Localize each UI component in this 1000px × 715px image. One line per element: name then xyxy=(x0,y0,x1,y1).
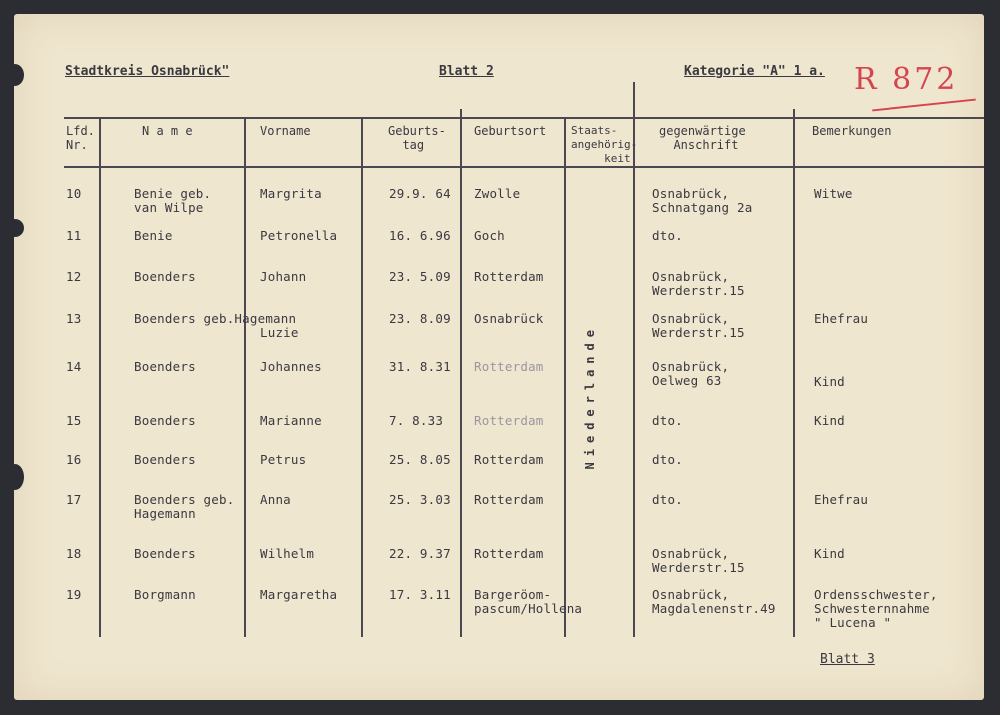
row-name: Boenders xyxy=(134,546,196,561)
table-header-rule xyxy=(64,166,984,168)
stamp-underline xyxy=(872,99,976,112)
punch-hole-top xyxy=(6,64,24,86)
row-geburtsort: Rotterdam xyxy=(474,546,544,561)
column-header-nr: Lfd. Nr. xyxy=(66,124,95,152)
row-geburtstag: 31. 8.31 xyxy=(389,359,451,374)
row-nr: 11 xyxy=(66,228,82,243)
row-geburtsort: Zwolle xyxy=(474,186,521,201)
handwritten-stamp: R 872 xyxy=(854,62,959,97)
row-geburtstag: 22. 9.37 xyxy=(389,546,451,561)
row-anschrift: Osnabrück, Magdalenenstr.49 xyxy=(652,587,776,616)
row-geburtstag: 23. 8.09 xyxy=(389,311,451,326)
row-geburtstag: 25. 8.05 xyxy=(389,452,451,467)
column-header-anschrift: gegenwärtige Anschrift xyxy=(659,124,746,152)
row-bemerkungen: Ordensschwester, Schwesternnahme " Lucena " xyxy=(814,587,938,630)
row-geburtsort: Rotterdam xyxy=(474,492,544,507)
row-vorname: Wilhelm xyxy=(260,546,315,561)
row-bemerkungen: Witwe xyxy=(814,186,853,201)
column-header-geburtstag: Geburts- tag xyxy=(388,124,446,152)
row-vorname: Johannes xyxy=(260,359,322,374)
row-geburtstag: 17. 3.11 xyxy=(389,587,451,602)
row-geburtsort: Rotterdam xyxy=(474,359,544,374)
row-bemerkungen: Ehefrau xyxy=(814,492,869,507)
next-sheet-label: Blatt 3 xyxy=(820,652,875,667)
category-label: Kategorie "A" 1 a. xyxy=(684,64,825,79)
row-nr: 19 xyxy=(66,587,82,602)
row-geburtsort: Rotterdam xyxy=(474,269,544,284)
column-header-geburtsort: Geburtsort xyxy=(474,124,547,138)
row-name: Boenders geb.Hagemann xyxy=(134,311,297,326)
row-geburtsort: Osnabrück xyxy=(474,311,544,326)
row-name: Boenders xyxy=(134,413,196,428)
row-name: Borgmann xyxy=(134,587,196,602)
row-name: Benie geb. van Wilpe xyxy=(134,186,212,215)
row-nr: 15 xyxy=(66,413,82,428)
nationality-vertical-text: Niederlande xyxy=(583,324,597,470)
row-name: Boenders geb. Hagemann xyxy=(134,492,235,521)
row-nr: 17 xyxy=(66,492,82,507)
row-nr: 10 xyxy=(66,186,82,201)
row-name: Boenders xyxy=(134,359,196,374)
row-vorname: Johann xyxy=(260,269,307,284)
district-heading: Stadtkreis Osnabrück" xyxy=(65,64,230,79)
row-name: Benie xyxy=(134,228,173,243)
row-bemerkungen: Ehefrau xyxy=(814,311,869,326)
row-nr: 14 xyxy=(66,359,82,374)
row-geburtstag: 23. 5.09 xyxy=(389,269,451,284)
row-name: Boenders xyxy=(134,452,196,467)
row-anschrift: Osnabrück, Werderstr.15 xyxy=(652,269,745,298)
row-vorname: Margrita xyxy=(260,186,322,201)
row-anschrift: dto. xyxy=(652,452,683,467)
row-geburtsort: Bargeröom- pascum/Hollena xyxy=(474,587,583,616)
column-divider xyxy=(564,117,566,637)
row-geburtstag: 16. 6.96 xyxy=(389,228,451,243)
column-divider xyxy=(460,109,462,637)
row-geburtsort: Rotterdam xyxy=(474,452,544,467)
row-nr: 12 xyxy=(66,269,82,284)
row-anschrift: dto. xyxy=(652,492,683,507)
row-vorname: Margaretha xyxy=(260,587,338,602)
row-nr: 13 xyxy=(66,311,82,326)
table-top-rule xyxy=(64,117,984,119)
row-geburtsort: Goch xyxy=(474,228,505,243)
document-sheet xyxy=(14,14,984,700)
column-divider xyxy=(361,117,363,637)
punch-hole-bottom xyxy=(6,464,24,490)
row-geburtstag: 29.9. 64 xyxy=(389,186,451,201)
column-header-bemerkungen: Bemerkungen xyxy=(812,124,892,138)
row-bemerkungen: Kind xyxy=(814,546,845,561)
column-header-name: N a m e xyxy=(142,124,193,138)
row-nr: 16 xyxy=(66,452,82,467)
row-geburtstag: 25. 3.03 xyxy=(389,492,451,507)
row-anschrift: Osnabrück, Schnatgang 2a xyxy=(652,186,753,215)
column-divider xyxy=(99,117,101,637)
row-anschrift: Osnabrück, Werderstr.15 xyxy=(652,311,745,340)
row-vorname: Anna xyxy=(260,492,291,507)
row-anschrift: Osnabrück, Werderstr.15 xyxy=(652,546,745,575)
column-header-staatsangehoerigkeit: Staats- angehörig- keit xyxy=(571,124,638,165)
row-name: Boenders xyxy=(134,269,196,284)
row-nr: 18 xyxy=(66,546,82,561)
column-divider xyxy=(793,109,795,637)
sheet-number: Blatt 2 xyxy=(439,64,494,79)
row-geburtsort: Rotterdam xyxy=(474,413,544,428)
row-anschrift: dto. xyxy=(652,413,683,428)
row-vorname: Petronella xyxy=(260,228,338,243)
row-vorname: Petrus xyxy=(260,452,307,467)
row-vorname: Luzie xyxy=(260,325,299,340)
punch-hole-middle xyxy=(6,219,24,237)
column-header-vorname: Vorname xyxy=(260,124,311,138)
row-bemerkungen: Kind xyxy=(814,413,845,428)
row-geburtstag: 7. 8.33 xyxy=(389,413,444,428)
column-divider xyxy=(244,117,246,637)
row-vorname: Marianne xyxy=(260,413,322,428)
row-bemerkungen: Kind xyxy=(814,374,845,389)
row-anschrift: dto. xyxy=(652,228,683,243)
row-anschrift: Osnabrück, Oelweg 63 xyxy=(652,359,730,388)
